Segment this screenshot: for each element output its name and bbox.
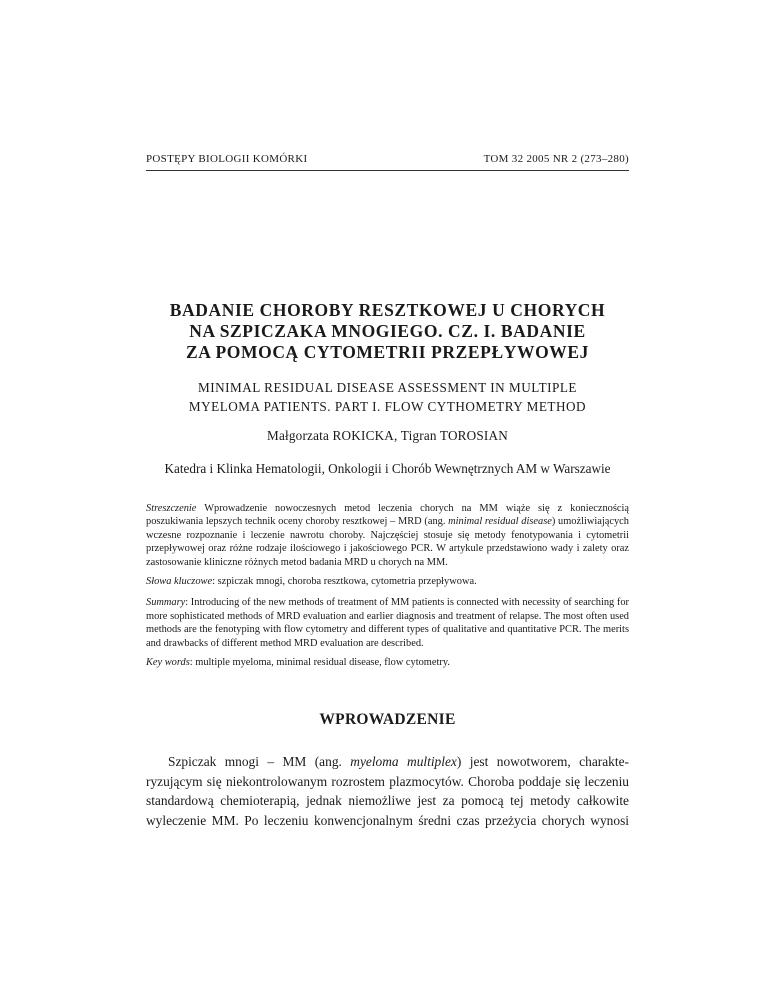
running-head [146, 153, 629, 165]
affiliation: Katedra i Klinka Hematologii, Onkologii i Chorób Wewnętrznych AM w Warszawie [164, 461, 611, 476]
body-line: standardową chemioterapią, jednak niemożliwe jest za pomocą tej metody całkowite [146, 793, 629, 809]
abstract-term: minimal residual disease [448, 516, 552, 528]
authors: Małgorzata ROKICKA, Tigran TOROSIAN [267, 428, 508, 443]
title-line: NA SZPICZAKA MNOGIEGO. CZ. I. BADANIE [189, 321, 586, 341]
keywords-label: Słowa kluczowe [146, 576, 213, 588]
title-line: BADANIE CHOROBY RESZTKOWEJ U CHORYCH [169, 300, 606, 320]
keywords-english: Key words: multiple myeloma, minimal residual disease, flow cytometry. [146, 657, 450, 669]
body-paragraph [146, 752, 629, 830]
body-line: wyleczenie MM. Po leczeniu konwencjonalnym średni czas przeżycia chorych wynosi [146, 812, 629, 828]
body-line: ryzującym się niekontrolowanym rozrostem plazmocytów. Choroba poddaje się leczeniu [146, 773, 629, 789]
body-term: myeloma multiplex [350, 754, 457, 769]
article-title-polish [146, 300, 629, 363]
issue-info: TOM 32 2005 NR 2 (273–280) [483, 153, 629, 165]
title-line: MINIMAL RESIDUAL DISEASE ASSESSMENT IN MULTIPLE [198, 380, 577, 395]
section-heading: WPROWADZENIE [319, 711, 456, 728]
abstract-polish: Streszczenie Wprowadzenie nowoczesnych metod leczenia chorych na MM wiąże się z koniecznością poszukiwania lepszych technik oceny choroby resztkowej – MRD (ang. minimal residual disease) umożliwiających wczesne rozpoznanie i leczenie nawrotu choroby. Najczęściej stosuje się metody fenotypowania i cytometrii przepływowej oraz różne rodzaje ilościowego i jakościowego PCR. W artykule przedstawiono wady i zalety oraz zastosowanie kliniczne różnych metod badania MRD u chorych na MM. [146, 503, 629, 568]
article-title-english [146, 378, 629, 416]
journal-name: POSTĘPY BIOLOGII KOMÓRKI [146, 153, 308, 165]
title-line: MYELOMA PATIENTS. PART I. FLOW CYTHOMETRY METHOD [188, 399, 587, 414]
abstract-english: Summary: Introducing of the new methods of treatment of MM patients is connected with necessity of searching for more sophisticated methods of MRD evaluation and earlier diagnosis and treatment of relapse. The most often used methods are the fenotyping with flow cytometry and different types of qualitative and quantitative PCR. The merits and drawbacks of different method MRD evaluation are described. [146, 597, 629, 649]
summary-label: Summary [146, 597, 186, 609]
abstract-label: Streszczenie [146, 503, 197, 514]
keywords-label: Key words [146, 657, 190, 669]
abstract-section [146, 502, 629, 675]
body-line: Szpiczak mnogi – MM (ang. myeloma multiplex) jest nowotworem, charakte- [168, 754, 629, 769]
keywords-polish: Słowa kluczowe: szpiczak mnogi, choroba resztkowa, cytometria przepływowa. [146, 576, 477, 588]
title-line: ZA POMOCĄ CYTOMETRII PRZEPŁYWOWEJ [185, 342, 590, 362]
header-rule [146, 170, 629, 171]
